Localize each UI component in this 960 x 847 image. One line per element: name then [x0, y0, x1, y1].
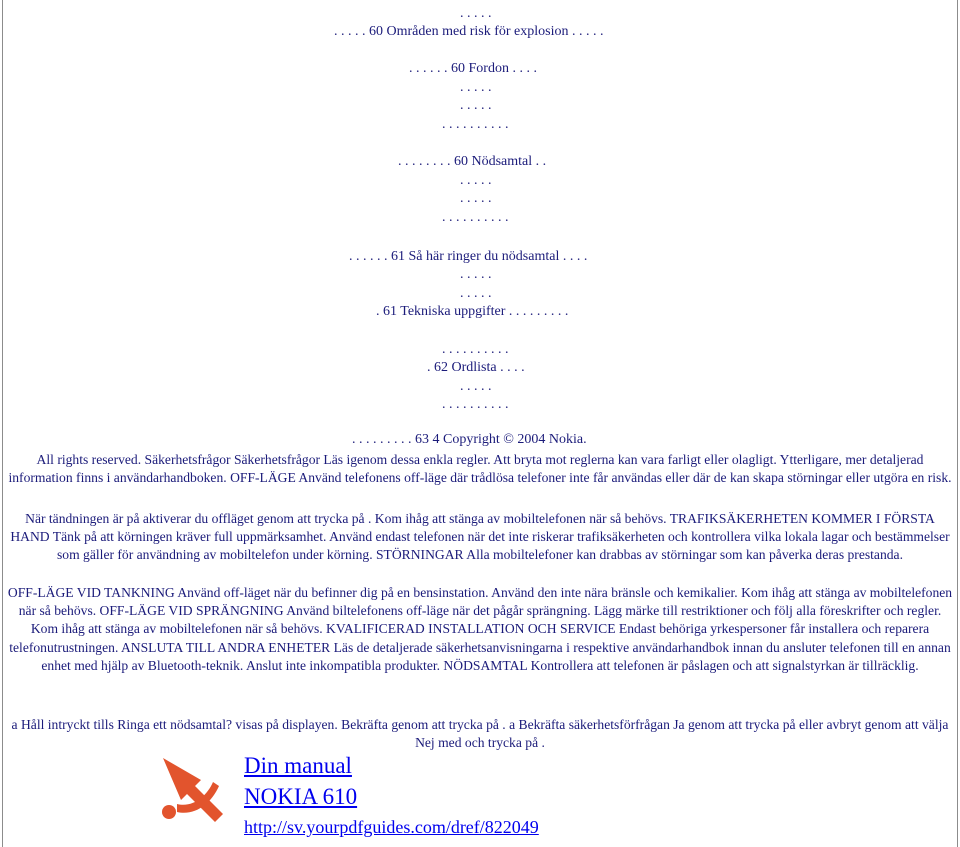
- emergency-call-steps: a Håll intryckt tills Ringa ett nödsamtal? visas på displayen. Bekräfta genom att trycka på . a Bekräfta säkerhetsförfrågan Ja genom att trycka på eller avbryt genom att välja Nej med och trycka på .: [11, 717, 949, 751]
- toc-line: . 61 Tekniska uppgifter . . . . . . . . .: [376, 304, 569, 319]
- source-url-link[interactable]: http://sv.yourpdfguides.com/dref/822049: [244, 817, 539, 837]
- toc-line: . . . . .: [460, 379, 492, 394]
- toc-line: . . . . .: [460, 98, 492, 113]
- toc-line: . . . . . . . . . .: [442, 397, 509, 412]
- pen-arrow-logo-icon: [157, 752, 237, 824]
- product-link[interactable]: NOKIA 610: [244, 784, 358, 809]
- toc-line: . . . . . . . . . .: [442, 342, 509, 357]
- manual-link[interactable]: Din manual: [244, 753, 352, 778]
- toc-line: . . . . . . . . 60 Nödsamtal . .: [398, 154, 547, 169]
- safety-paragraph-traffic: När tändningen är på aktiverar du offläget genom att trycka på . Kom ihåg att stänga av mobiltelefonen när så behövs. TRAFIKSÄKERHETEN KOMMER I FÖRSTA HAND Tänk på att körningen kräver full uppmärksamhet. Använd endast telefonen när det inte riskerar trafiksäkerheten och kontrollera vilka lokala lagar och bestämmelser som gäller för användning av mobiltelefon under körning. STÖRNINGAR Alla mobiltelefoner kan drabbas av störningar som kan påverka deras prestanda.: [10, 511, 950, 563]
- toc-line: . . . . . . . . . 63 4 Copyright © 2004 Nokia.: [352, 432, 587, 447]
- toc-line: . . . . . . . . . .: [442, 117, 509, 132]
- toc-line: . . . . . 60 Områden med risk för explosion . . . . .: [334, 24, 604, 39]
- toc-line: . . . . . . 61 Så här ringer du nödsamtal . . . .: [349, 249, 588, 264]
- page-border-left: [2, 0, 3, 847]
- toc-line: . . . . .: [460, 6, 492, 21]
- safety-paragraph-services: OFF-LÄGE VID TANKNING Använd off-läget när du befinner dig på en bensinstation. Använd den inte nära bränsle och kemikalier. Kom ihåg att stänga av mobiltelefonen när så behövs. OFF-LÄGE VID SPRÄNGNING Använd biltelefonens off-läge när det pågår sprängning. Lägg märke till restriktioner och följ alla föreskrifter och regler. Kom ihåg att stänga av mobiltelefonen när så behövs. KVALIFICERAD INSTALLATION OCH SERVICE Endast behöriga yrkespersoner får installera och reparera telefonutrustningen. ANSLUTA TILL ANDRA ENHETER Läs de detaljerade säkerhetsanvisningarna i respektive användarhandbok innan du ansluter telefonen till en annan enhet med hjälp av Bluetooth-teknik. Anslut inte inkompatibla produkter. NÖDSAMTAL Kontrollera att telefonen är påslagen och att signalstyrkan är tillräcklig.: [7, 585, 953, 673]
- toc-line: . . . . .: [460, 286, 492, 301]
- page-border-right: [957, 0, 958, 847]
- toc-line: . . . . .: [460, 173, 492, 188]
- toc-line: . . . . . . 60 Fordon . . . .: [409, 61, 537, 76]
- safety-paragraph-intro: All rights reserved. Säkerhetsfrågor Säkerhetsfrågor Läs igenom dessa enkla regler. Att bryta mot reglerna kan vara farligt eller olagligt. Ytterligare, mer detaljerad information finns i användarhandboken. OFF-LÄGE Använd telefonens off-läge där trådlösa telefoner inte får användas eller där de kan skapa störningar eller utgöra en risk.: [8, 452, 952, 486]
- toc-line: . . . . .: [460, 191, 492, 206]
- toc-line: . . . . .: [460, 80, 492, 95]
- toc-line: . 62 Ordlista . . . .: [427, 360, 525, 375]
- toc-line: . . . . . . . . . .: [442, 210, 509, 225]
- toc-line: . . . . .: [460, 267, 492, 282]
